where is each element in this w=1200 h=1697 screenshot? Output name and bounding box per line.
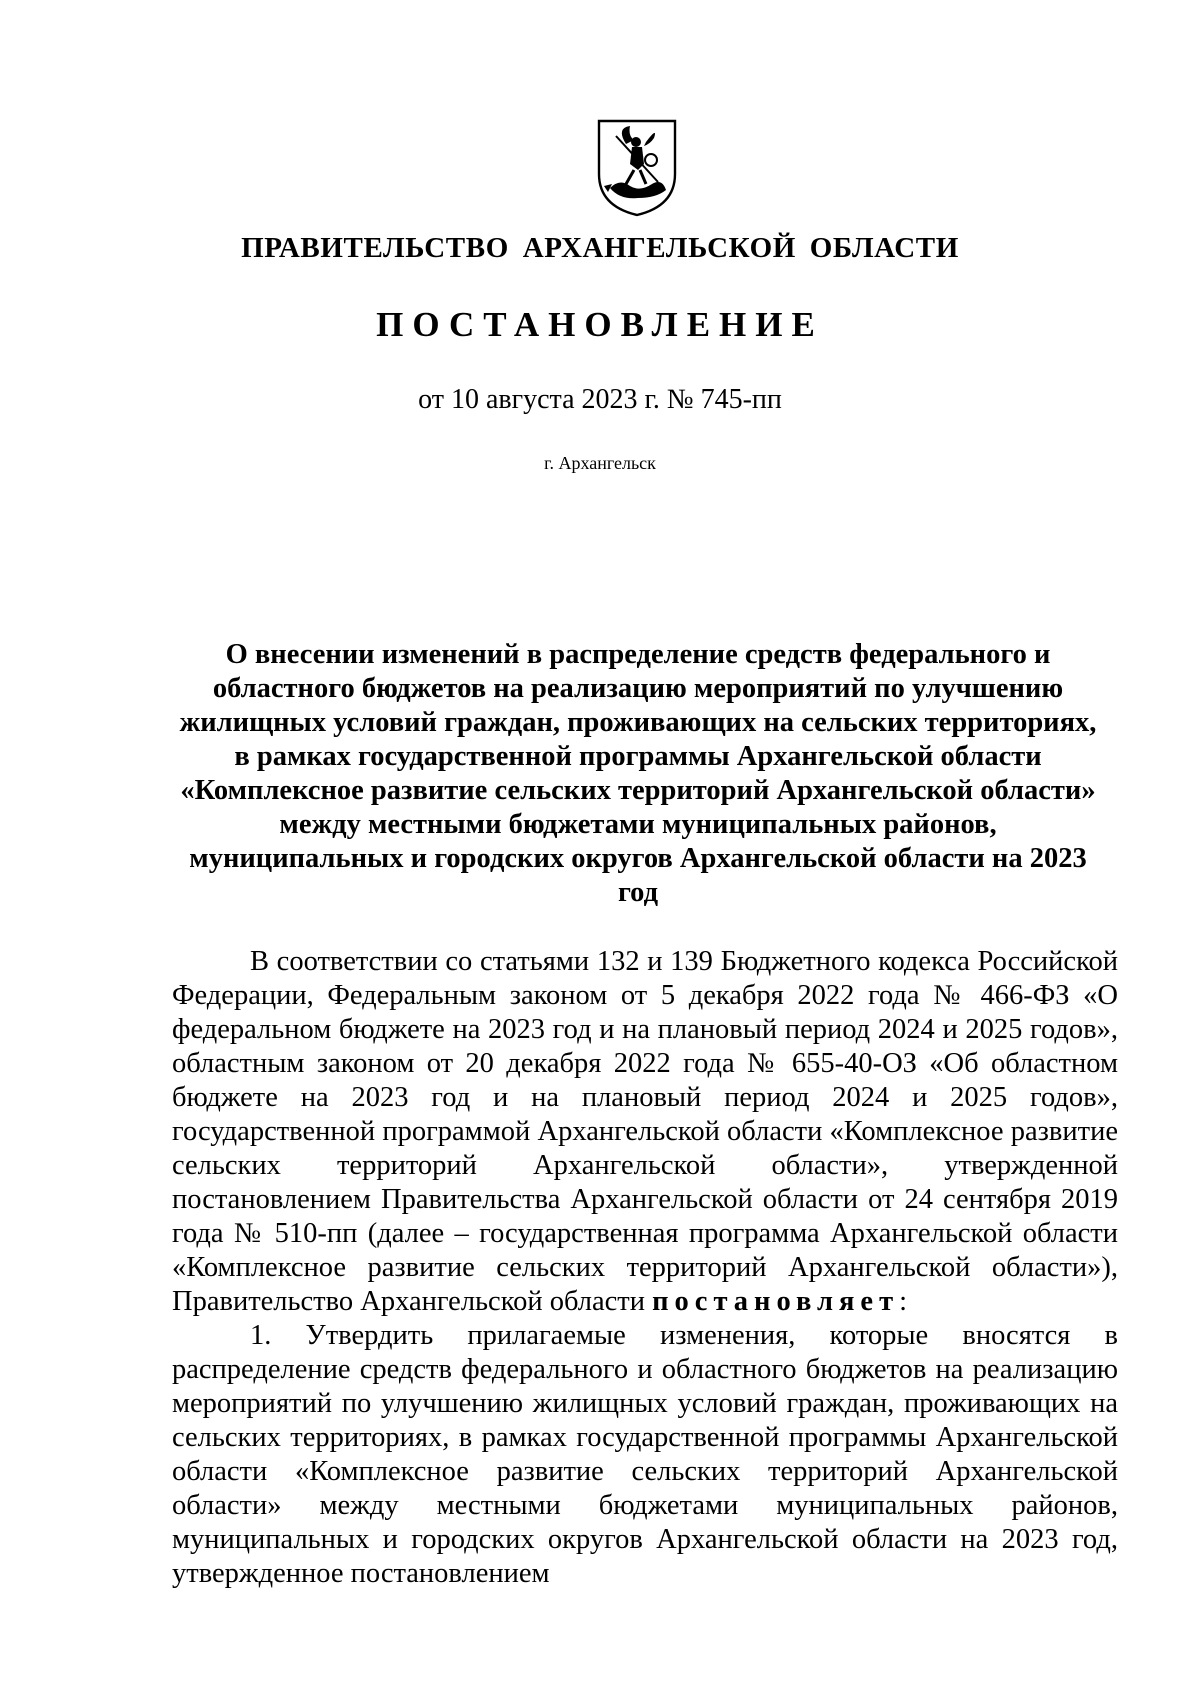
preamble-text: В соответствии со статьями 132 и 139 Бюджетного кодекса Российской Федерации, Федеральным законом от 5 декабря 2022 года № 466-ФЗ «О федеральном бюджете на 2023 год и на плановый период 2024 и 2025 годов», областным законом от 20 декабря 2022 года № 655-40-ОЗ «Об областном бюджете на 2023 год и на плановый период 2024 и 2025 годов», государственной программой Архангельской области «Комплексное развитие сельских территорий Архангельской области», утвержденной постановлением Правительства Архангельской области от 24 сентября 2019 года № 510-пп (далее – государственная программа Архангельской области «Комплексное развитие сельских территорий Архангельской области»), Правительство Архангельской области xyxy=(172,946,1118,1317)
preamble-paragraph xyxy=(172,945,1118,1319)
resolves-colon: : xyxy=(899,1286,907,1317)
government-name: ПРАВИТЕЛЬСТВО АРХАНГЕЛЬСКОЙ ОБЛАСТИ xyxy=(241,232,959,264)
city: г. Архангельск xyxy=(544,453,656,473)
decree-body xyxy=(172,945,1118,1591)
document-type: ПОСТАНОВЛЕНИЕ xyxy=(376,305,824,344)
decree-date-number: от 10 августа 2023 г. № 745-пп xyxy=(418,384,782,415)
item-1-paragraph: 1. Утвердить прилагаемые изменения, которые вносятся в распределение средств федерального и областного бюджетов на реализацию мероприятий по улучшению жилищных условий граждан, проживающих на сельских территориях, в рамках государственной программы Архангельской области «Комплексное развитие сельских территорий Архангельской области» между местными бюджетами муниципальных районов, муниципальных и городских округов Архангельской области на 2023 год, утвержденное постановлением xyxy=(172,1320,1118,1589)
decree-subject: О внесении изменений в распределение средств федерального и областного бюджетов на реализацию мероприятий по улучшению жилищных условий граждан, проживающих на сельских территориях, в рамках государственной программы Архангельской области «Комплексное развитие сельских территорий Архангельской области» между местными бюджетами муниципальных районов, муниципальных и городских округов Архангельской области на 2023 год xyxy=(179,639,1097,908)
resolves-word: постановляет xyxy=(652,1286,900,1317)
coat-of-arms-icon xyxy=(596,118,678,218)
